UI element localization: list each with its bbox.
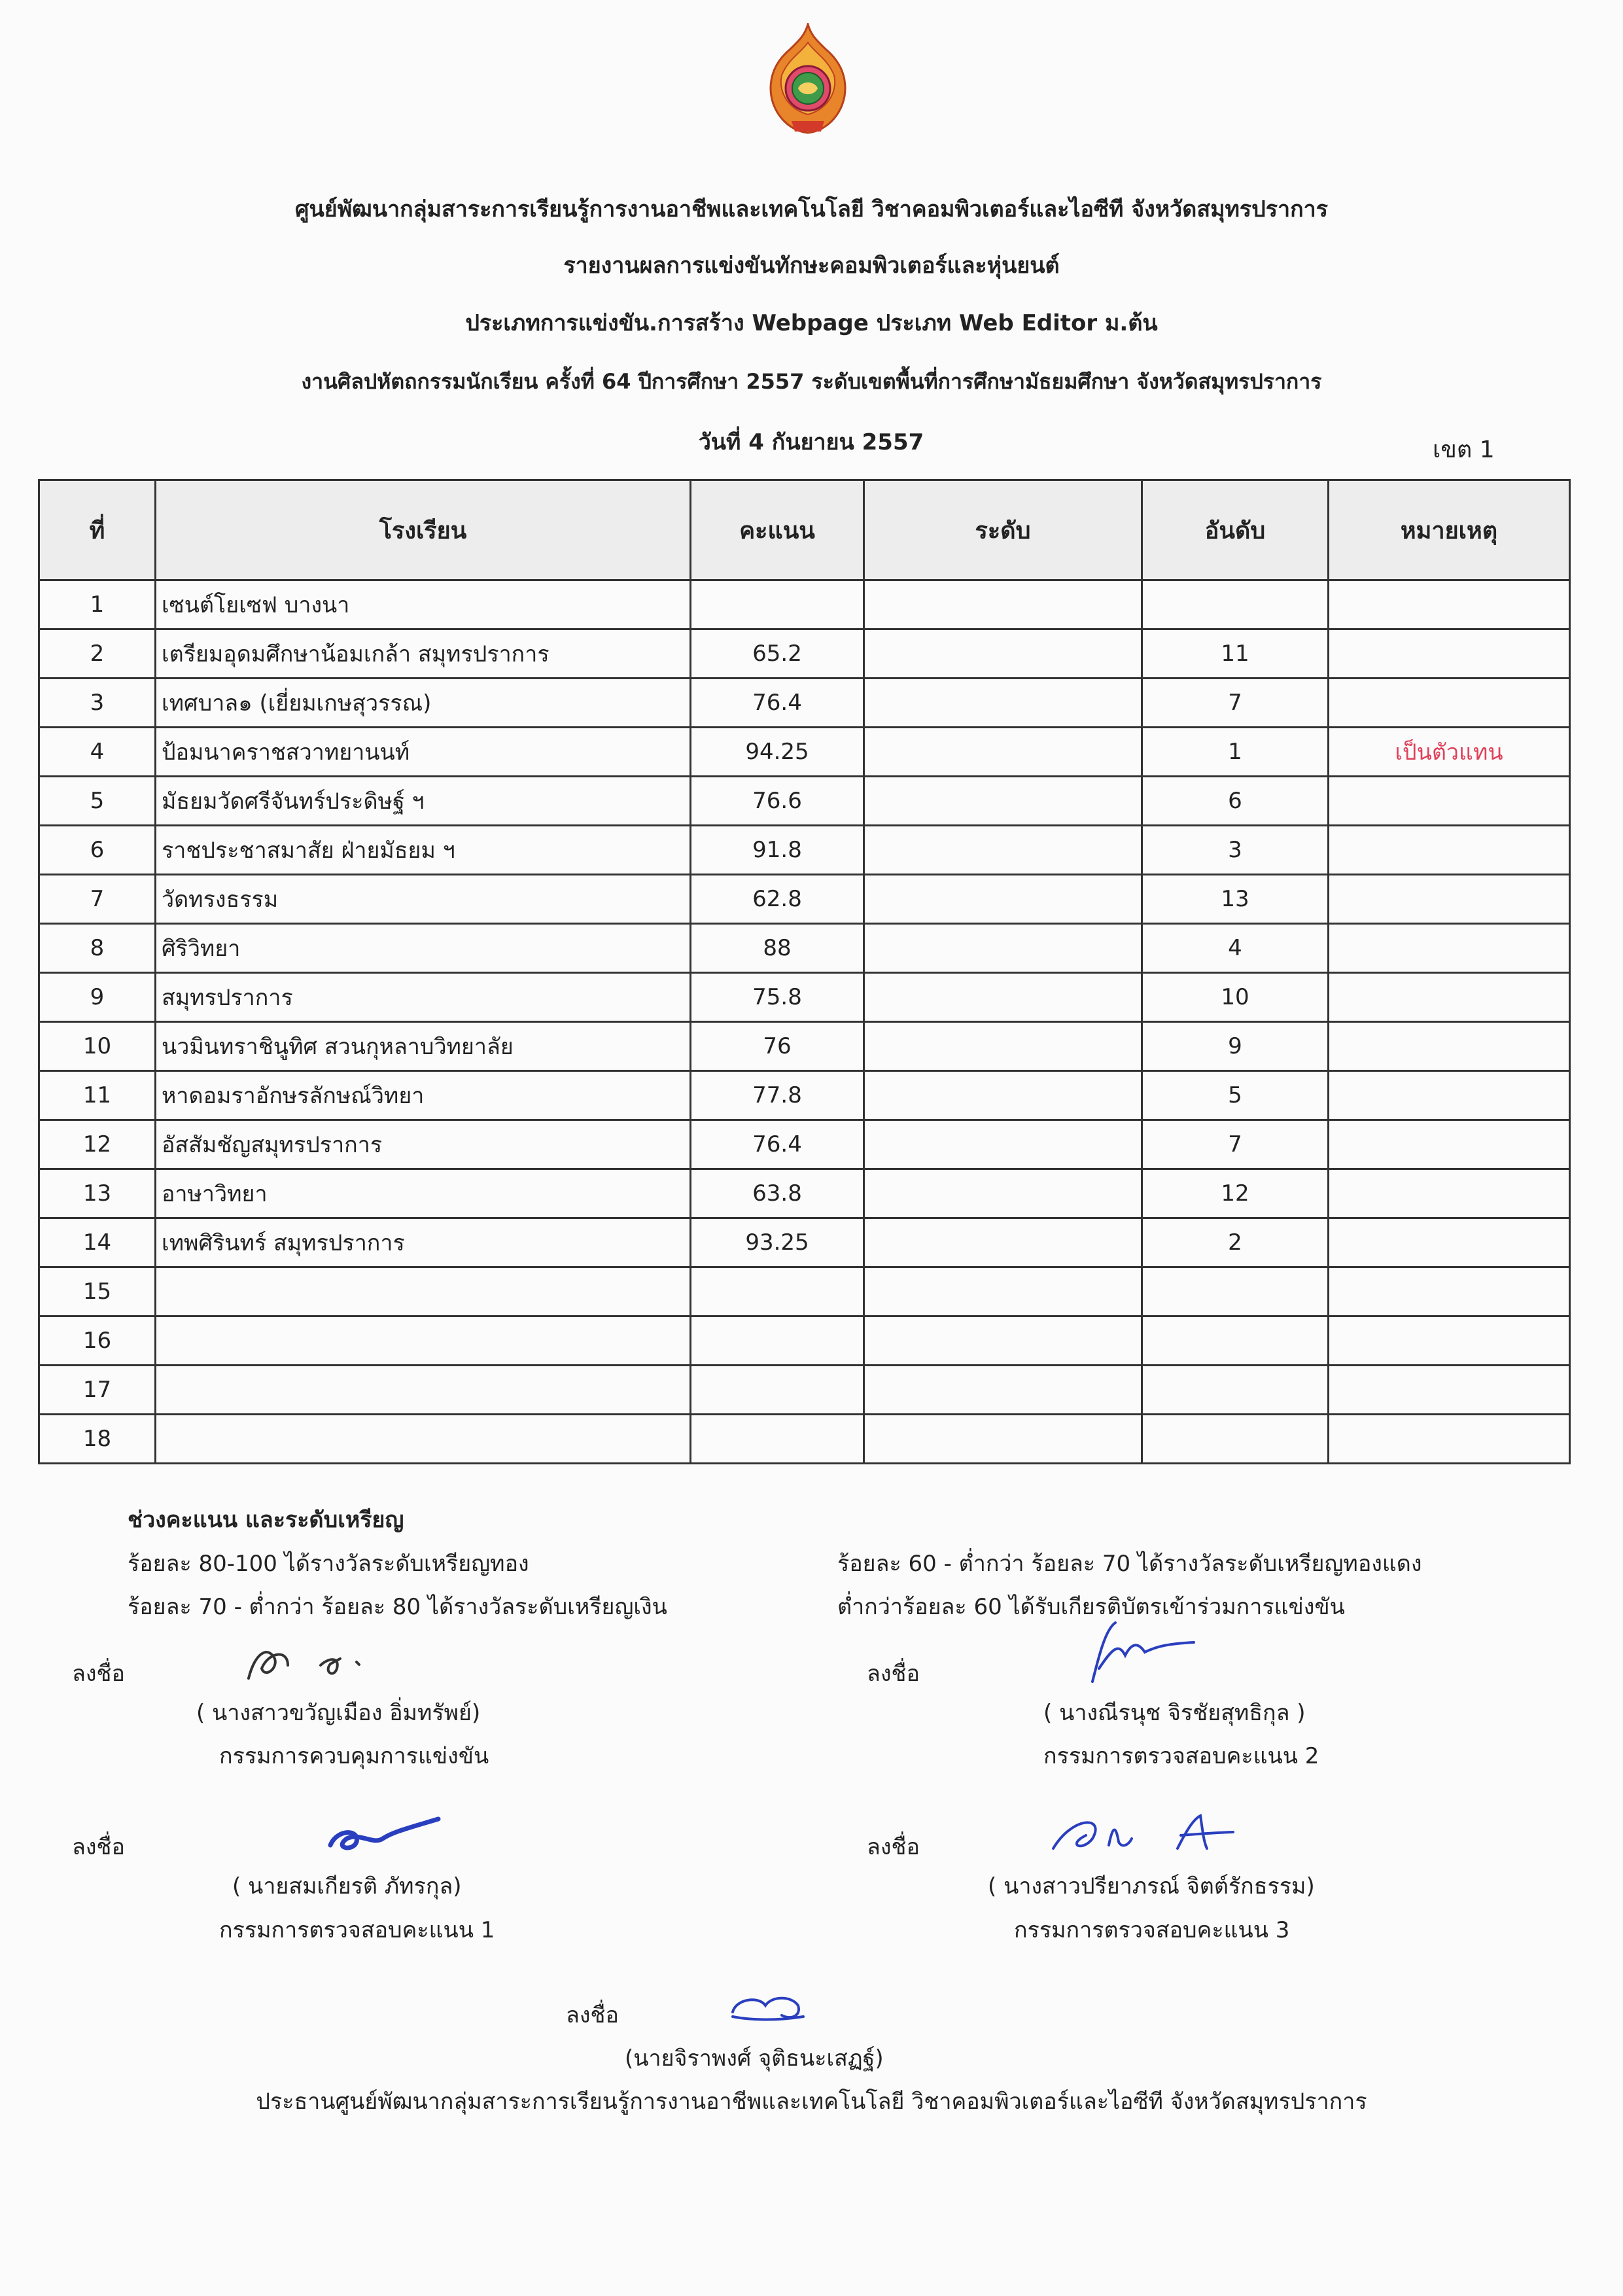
results-table xyxy=(38,479,1571,1464)
cell-remark xyxy=(1329,1218,1570,1267)
cell-score: 65.2 xyxy=(691,629,864,679)
cell-score: 76.6 xyxy=(691,777,864,826)
cell-school: เตรียมอุดมศึกษาน้อมเกล้า สมุทรปราการ xyxy=(156,629,691,679)
cell-no: 15 xyxy=(39,1267,156,1316)
cell-remark xyxy=(1329,1022,1570,1071)
header-rank: อันดับ xyxy=(1142,480,1329,580)
cell-rank: 6 xyxy=(1142,777,1329,826)
cell-score: 91.8 xyxy=(691,826,864,875)
cell-school: ราชประชาสมาสัย ฝ่ายมัธยม ฯ xyxy=(156,826,691,875)
table-row xyxy=(39,826,1570,875)
cell-score: 76.4 xyxy=(691,679,864,728)
table-row xyxy=(39,580,1570,629)
table-row xyxy=(39,1366,1570,1415)
cell-school: วัดทรงธรรม xyxy=(156,875,691,924)
cell-score: 94.25 xyxy=(691,728,864,777)
signer-4-role: กรรมการตรวจสอบคะแนน 3 xyxy=(1014,1917,1290,1943)
cell-score xyxy=(691,580,864,629)
cell-level xyxy=(864,1267,1142,1316)
cell-no: 7 xyxy=(39,875,156,924)
cell-no: 8 xyxy=(39,924,156,973)
zone-label: เขต 1 xyxy=(1433,436,1495,463)
sign-label-4: ลงชื่อ xyxy=(867,1834,920,1860)
cell-school: เทพศิรินทร์ สมุทรปราการ xyxy=(156,1218,691,1267)
sign-label-1: ลงชื่อ xyxy=(72,1661,125,1687)
cell-score: 63.8 xyxy=(691,1169,864,1218)
signer-5-name: (นายจิราพงศ์ จุติธนะเสฏฐ์) xyxy=(625,2045,884,2072)
legend-title: ช่วงคะแนน และระดับเหรียญ xyxy=(128,1507,404,1533)
table-row xyxy=(39,1120,1570,1169)
cell-school: นวมินทราชินูทิศ สวนกุหลาบวิทยาลัย xyxy=(156,1022,691,1071)
cell-score: 77.8 xyxy=(691,1071,864,1120)
cell-level xyxy=(864,1415,1142,1464)
table-row xyxy=(39,875,1570,924)
table-row xyxy=(39,1071,1570,1120)
cell-remark xyxy=(1329,777,1570,826)
cell-no: 1 xyxy=(39,580,156,629)
cell-level xyxy=(864,1022,1142,1071)
cell-rank: 13 xyxy=(1142,875,1329,924)
header-school: โรงเรียน xyxy=(156,480,691,580)
header-score: คะแนน xyxy=(691,480,864,580)
cell-rank xyxy=(1142,580,1329,629)
signer-5-role: ประธานศูนย์พัฒนากลุ่มสาระการเรียนรู้การงานอาชีพและเทคโนโลยี วิชาคอมพิวเตอร์และไอซีที จังหวัดสมุทรปราการ xyxy=(256,2089,1367,2115)
signer-1-name: ( นางสาวขวัญเมือง อิ่มทรัพย์) xyxy=(196,1700,481,1726)
cell-score xyxy=(691,1366,864,1415)
signature-4 xyxy=(1047,1809,1256,1862)
cell-level xyxy=(864,826,1142,875)
cell-rank xyxy=(1142,1316,1329,1366)
cell-score: 75.8 xyxy=(691,973,864,1022)
cell-rank: 3 xyxy=(1142,826,1329,875)
signer-3-name: ( นายสมเกียรติ ภัทรกุล) xyxy=(232,1873,462,1899)
cell-remark xyxy=(1329,973,1570,1022)
cell-level xyxy=(864,1169,1142,1218)
cell-school: อาษาวิทยา xyxy=(156,1169,691,1218)
cell-score: 76 xyxy=(691,1022,864,1071)
office-emblem-logo xyxy=(765,23,850,134)
cell-remark xyxy=(1329,1415,1570,1464)
sign-label-2: ลงชื่อ xyxy=(867,1661,920,1687)
cell-rank: 12 xyxy=(1142,1169,1329,1218)
cell-score: 76.4 xyxy=(691,1120,864,1169)
cell-school: ศิริวิทยา xyxy=(156,924,691,973)
signer-2-name: ( นางณีรนุช จิรชัยสุทธิกุล ) xyxy=(1043,1700,1306,1726)
cell-score xyxy=(691,1267,864,1316)
cell-rank: 7 xyxy=(1142,679,1329,728)
header-line-2: รายงานผลการแข่งขันทักษะคอมพิวเตอร์และหุ่นยนต์ xyxy=(563,253,1060,279)
cell-no: 13 xyxy=(39,1169,156,1218)
signature-1 xyxy=(242,1633,438,1691)
cell-rank xyxy=(1142,1366,1329,1415)
cell-level xyxy=(864,629,1142,679)
cell-remark xyxy=(1329,1120,1570,1169)
cell-school xyxy=(156,1267,691,1316)
signature-5 xyxy=(726,1989,811,2028)
cell-school: ป้อมนาคราชสวาทยานนท์ xyxy=(156,728,691,777)
cell-remark xyxy=(1329,1366,1570,1415)
cell-no: 18 xyxy=(39,1415,156,1464)
cell-remark xyxy=(1329,1267,1570,1316)
cell-rank xyxy=(1142,1415,1329,1464)
header-remark: หมายเหตุ xyxy=(1329,480,1570,580)
cell-rank: 2 xyxy=(1142,1218,1329,1267)
cell-level xyxy=(864,1366,1142,1415)
cell-level xyxy=(864,679,1142,728)
cell-remark xyxy=(1329,1316,1570,1366)
cell-remark xyxy=(1329,924,1570,973)
cell-level xyxy=(864,1316,1142,1366)
cell-remark: เป็นตัวแทน xyxy=(1329,728,1570,777)
cell-no: 12 xyxy=(39,1120,156,1169)
cell-remark xyxy=(1329,679,1570,728)
cell-no: 14 xyxy=(39,1218,156,1267)
cell-school: เซนต์โยเซฟ บางนา xyxy=(156,580,691,629)
table-row xyxy=(39,629,1570,679)
cell-school xyxy=(156,1366,691,1415)
cell-level xyxy=(864,728,1142,777)
sign-label-3: ลงชื่อ xyxy=(72,1834,125,1860)
cell-remark xyxy=(1329,629,1570,679)
table-row xyxy=(39,1169,1570,1218)
table-row xyxy=(39,679,1570,728)
cell-no: 2 xyxy=(39,629,156,679)
cell-school: มัธยมวัดศรีจันทร์ประดิษฐ์ ฯ xyxy=(156,777,691,826)
cell-score xyxy=(691,1415,864,1464)
cell-level xyxy=(864,1218,1142,1267)
table-row xyxy=(39,777,1570,826)
signature-2 xyxy=(1079,1616,1210,1688)
cell-school: อัสสัมชัญสมุทรปราการ xyxy=(156,1120,691,1169)
cell-school: เทศบาล๑ (เยี่ยมเกษสุวรรณ) xyxy=(156,679,691,728)
table-row xyxy=(39,924,1570,973)
cell-rank: 4 xyxy=(1142,924,1329,973)
cell-school: สมุทรปราการ xyxy=(156,973,691,1022)
cell-level xyxy=(864,924,1142,973)
competition-date: วันที่ 4 กันยายน 2557 xyxy=(698,429,924,455)
table-row xyxy=(39,1218,1570,1267)
header-line-4: งานศิลปหัตถกรรมนักเรียน ครั้งที่ 64 ปีการศึกษา 2557 ระดับเขตพื้นที่การศึกษามัธยมศึกษา จังหวัดสมุทรปราการ xyxy=(301,369,1322,394)
cell-remark xyxy=(1329,1169,1570,1218)
cell-remark xyxy=(1329,580,1570,629)
header-level: ระดับ xyxy=(864,480,1142,580)
cell-rank: 5 xyxy=(1142,1071,1329,1120)
cell-remark xyxy=(1329,1071,1570,1120)
sign-label-5: ลงชื่อ xyxy=(566,2002,619,2028)
cell-school xyxy=(156,1415,691,1464)
legend-silver: ร้อยละ 70 - ต่ำกว่า ร้อยละ 80 ได้รางวัลระดับเหรียญเงิน xyxy=(128,1594,667,1620)
header-line-3: ประเภทการแข่งขัน.การสร้าง Webpage ประเภท Web Editor ม.ต้น xyxy=(465,310,1158,336)
signer-1-role: กรรมการควบคุมการแข่งขัน xyxy=(219,1743,489,1769)
legend-bronze: ร้อยละ 60 - ต่ำกว่า ร้อยละ 70 ได้รางวัลระดับเหรียญทองแดง xyxy=(837,1551,1422,1577)
cell-score xyxy=(691,1316,864,1366)
cell-no: 17 xyxy=(39,1366,156,1415)
cell-rank: 1 xyxy=(1142,728,1329,777)
header-no: ที่ xyxy=(39,480,156,580)
cell-remark xyxy=(1329,875,1570,924)
cell-no: 6 xyxy=(39,826,156,875)
table-header-row xyxy=(39,480,1570,580)
table-row xyxy=(39,1316,1570,1366)
signer-3-role: กรรมการตรวจสอบคะแนน 1 xyxy=(219,1917,495,1943)
cell-rank: 11 xyxy=(1142,629,1329,679)
signature-3 xyxy=(321,1812,451,1858)
cell-no: 16 xyxy=(39,1316,156,1366)
cell-remark xyxy=(1329,826,1570,875)
table-row xyxy=(39,1022,1570,1071)
cell-level xyxy=(864,1120,1142,1169)
cell-level xyxy=(864,1071,1142,1120)
table-row xyxy=(39,1415,1570,1464)
cell-school: หาดอมราอักษรลักษณ์วิทยา xyxy=(156,1071,691,1120)
legend-gold: ร้อยละ 80-100 ได้รางวัลระดับเหรียญทอง xyxy=(128,1551,529,1577)
cell-score: 88 xyxy=(691,924,864,973)
cell-level xyxy=(864,973,1142,1022)
cell-rank: 10 xyxy=(1142,973,1329,1022)
cell-rank xyxy=(1142,1267,1329,1316)
cell-no: 11 xyxy=(39,1071,156,1120)
cell-school xyxy=(156,1316,691,1366)
cell-level xyxy=(864,777,1142,826)
cell-score: 93.25 xyxy=(691,1218,864,1267)
table-row xyxy=(39,973,1570,1022)
cell-score: 62.8 xyxy=(691,875,864,924)
table-row xyxy=(39,1267,1570,1316)
cell-no: 5 xyxy=(39,777,156,826)
cell-no: 4 xyxy=(39,728,156,777)
header-line-1: ศูนย์พัฒนากลุ่มสาระการเรียนรู้การงานอาชีพและเทคโนโลยี วิชาคอมพิวเตอร์และไอซีที จังหวัดสมุทรปราการ xyxy=(294,196,1329,222)
signer-2-role: กรรมการตรวจสอบคะแนน 2 xyxy=(1043,1743,1319,1769)
cell-level xyxy=(864,875,1142,924)
cell-level xyxy=(864,580,1142,629)
cell-rank: 7 xyxy=(1142,1120,1329,1169)
cell-no: 3 xyxy=(39,679,156,728)
signer-4-name: ( นางสาวปรียาภรณ์ จิตต์รักธรรม) xyxy=(988,1873,1315,1899)
cell-no: 9 xyxy=(39,973,156,1022)
cell-rank: 9 xyxy=(1142,1022,1329,1071)
table-row xyxy=(39,728,1570,777)
legend-participation: ต่ำกว่าร้อยละ 60 ได้รับเกียรติบัตรเข้าร่วมการแข่งขัน xyxy=(837,1594,1345,1620)
cell-no: 10 xyxy=(39,1022,156,1071)
